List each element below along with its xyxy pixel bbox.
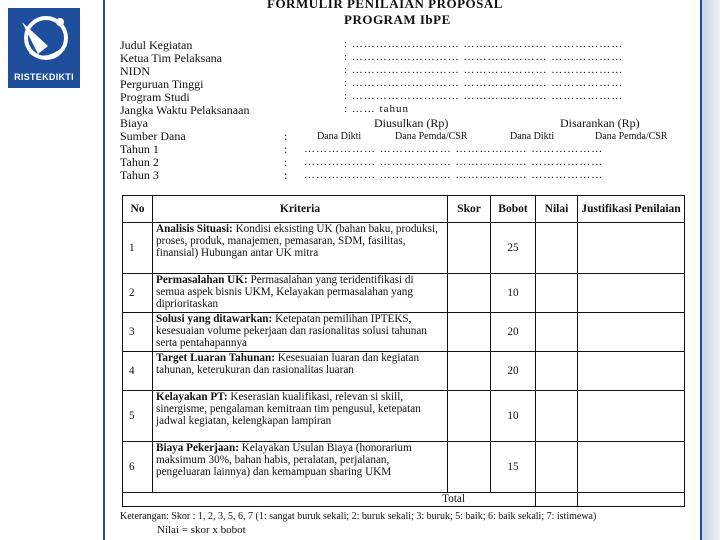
left-panel: [0, 0, 95, 540]
left-divider: [103, 0, 105, 540]
row-justifikasi-cell[interactable]: [578, 352, 685, 391]
row-no: 6: [123, 442, 153, 493]
row-title: Kelayakan PT:: [156, 391, 228, 403]
header-skor: Skor: [448, 196, 491, 223]
row-skor-cell[interactable]: [448, 223, 491, 274]
row-skor-cell[interactable]: [448, 352, 491, 391]
row-title: Permasalahan UK:: [156, 274, 248, 286]
sumber-label: Sumber Dana: [120, 129, 186, 143]
row-skor-cell[interactable]: [448, 391, 491, 442]
footer-keterangan: Keterangan: Skor : 1, 2, 3, 5, 6, 7 (1: sangat buruk sekali; 2: buruk sekali; 3: buruk; 5: baik; 6: baik sekali; 7: istimewa): [120, 511, 597, 522]
row-no: 2: [123, 274, 153, 313]
row-bobot: 15: [491, 442, 536, 493]
table-row: [123, 442, 685, 493]
row-no: 3: [123, 313, 153, 352]
sumber-colon: :: [284, 129, 288, 143]
form-title: FORMULIR PENILAIAN PROPOSAL: [267, 0, 503, 11]
row-text: Kesesuaian luaran dan kegiatan tahunan, keterukuran dan rasionalitas luaran: [156, 352, 420, 377]
row-justifikasi-cell[interactable]: [578, 223, 685, 274]
year-colon-1: :: [284, 142, 288, 156]
table-header-row: [123, 196, 685, 223]
biaya-label: Biaya: [120, 116, 148, 130]
field-value-nidn: : ……………………… ………………… ………………: [344, 64, 624, 76]
row-nilai-cell[interactable]: [536, 274, 578, 313]
header-no: No: [123, 196, 153, 223]
year-colon-3: :: [284, 168, 288, 182]
year-label-2: Tahun 2: [120, 155, 159, 169]
row-text: Keserasian kualifikasi, relevan si skill, sinergisme, pengalaman kemitraan tim pengusul, ketepatan jadwal kegiatan, kelengkapan lampiran: [156, 391, 421, 428]
field-value-judul: : ……………………… ………………… ………………: [344, 38, 624, 50]
table-row: [123, 223, 685, 274]
row-no: 4: [123, 352, 153, 391]
biaya-diusulkan: Diusulkan (Rp): [374, 116, 449, 130]
sumber-col-4: Dana Pemda/CSR: [595, 131, 668, 142]
logo-text: RISTEKDIKTI: [14, 72, 74, 82]
ristekdikti-logo: [8, 8, 80, 88]
row-justifikasi-cell[interactable]: [578, 313, 685, 352]
field-label-nidn: NIDN: [120, 64, 150, 78]
row-skor-cell[interactable]: [448, 274, 491, 313]
footer-nilai-formula: Nilai = skor x bobot: [157, 524, 246, 536]
table-row: [123, 313, 685, 352]
row-text: Kondisi eksisting UK (bahan baku, produksi, proses, produk, manajemen, pemasaran, SDM, fasilitas, finansial) Hubungan antar UK mitra: [156, 223, 438, 260]
table-total-row: [123, 493, 685, 507]
row-kriteria: [153, 442, 448, 493]
row-skor-cell[interactable]: [448, 313, 491, 352]
header-nilai: Nilai: [536, 196, 578, 223]
year-label-3: Tahun 3: [120, 168, 159, 182]
field-label-pt: Perguruan Tinggi: [120, 77, 204, 91]
row-no: 1: [123, 223, 153, 274]
row-justifikasi-cell[interactable]: [578, 274, 685, 313]
row-title: Target Luaran Tahunan:: [156, 352, 275, 364]
year-dots-2: ……………… ……………… ……………… ………………: [304, 156, 604, 168]
field-value-ketua: : ……………………… ………………… ………………: [344, 51, 624, 63]
row-nilai-cell[interactable]: [536, 391, 578, 442]
row-no: 5: [123, 391, 153, 442]
field-label-jangka: Jangka Waktu Pelaksanaan: [120, 103, 250, 117]
sumber-col-2: Dana Pemda/CSR: [395, 131, 468, 142]
form-subtitle: PROGRAM IbPE: [344, 12, 451, 27]
sumber-col-3: Dana Dikti: [510, 131, 555, 142]
sumber-col-1: Dana Dikti: [317, 131, 362, 142]
row-kriteria: [153, 352, 448, 391]
field-label-ketua: Ketua Tim Pelaksana: [120, 51, 222, 65]
field-label-judul: Judul Kegiatan: [120, 38, 193, 52]
row-justifikasi-cell[interactable]: [578, 391, 685, 442]
row-nilai-cell[interactable]: [536, 442, 578, 493]
row-title: Analisis Situasi:: [156, 223, 233, 235]
row-nilai-cell[interactable]: [536, 223, 578, 274]
criteria-table: [122, 195, 685, 507]
row-bobot: 20: [491, 313, 536, 352]
row-text: Permasalahan yang teridentifikasi di semua aspek bisnis UKM, Kelayakan permasalahan yang diprioritaskan: [156, 274, 414, 311]
total-label: Total: [123, 493, 536, 507]
right-shade: [702, 0, 720, 540]
row-kriteria: [153, 313, 448, 352]
table-row: [123, 391, 685, 442]
row-text: Ketepatan pemilihan IPTEKS, kesesuaian volume pekerjaan dan rasionalitas solusi tahunan serta pentahapannya: [156, 313, 427, 350]
header-bobot: Bobot: [491, 196, 536, 223]
row-kriteria: [153, 274, 448, 313]
row-nilai-cell[interactable]: [536, 352, 578, 391]
logo-emblem-icon: [8, 8, 80, 70]
field-value-pt: : ……………………… ………………… ………………: [344, 77, 624, 89]
field-value-jangka: : …… tahun: [344, 103, 409, 115]
row-title: Solusi yang ditawarkan:: [156, 313, 273, 325]
year-dots-1: ……………… ……………… ……………… ………………: [304, 143, 604, 155]
row-skor-cell[interactable]: [448, 442, 491, 493]
total-justifikasi-cell[interactable]: [578, 493, 685, 507]
row-kriteria: [153, 391, 448, 442]
row-text: Kelayakan Usulan Biaya (honorarium maksimum 30%, bahan habis, peralatan, perjalanan, pengeluaran lainnya) dan kemampuan sharing UKM: [156, 442, 412, 479]
row-kriteria: [153, 223, 448, 274]
proposal-form-document: [112, 0, 697, 540]
header-kriteria: Kriteria: [153, 196, 448, 223]
row-bobot: 10: [491, 274, 536, 313]
row-bobot: 20: [491, 352, 536, 391]
field-value-prodi: : ……………………… ………………… ………………: [344, 90, 624, 102]
field-label-prodi: Program Studi: [120, 90, 190, 104]
row-justifikasi-cell[interactable]: [578, 442, 685, 493]
total-nilai-cell[interactable]: [536, 493, 578, 507]
table-row: [123, 352, 685, 391]
header-justifikasi: Justifikasi Penilaian: [578, 196, 685, 223]
year-dots-3: ……………… ……………… ……………… ………………: [304, 169, 604, 181]
biaya-disarankan: Disarankan (Rp): [560, 116, 640, 130]
row-title: Biaya Pekerjaan:: [156, 442, 239, 454]
table-row: [123, 274, 685, 313]
row-bobot: 10: [491, 391, 536, 442]
row-nilai-cell[interactable]: [536, 313, 578, 352]
year-label-1: Tahun 1: [120, 142, 159, 156]
year-colon-2: :: [284, 155, 288, 169]
row-bobot: 25: [491, 223, 536, 274]
